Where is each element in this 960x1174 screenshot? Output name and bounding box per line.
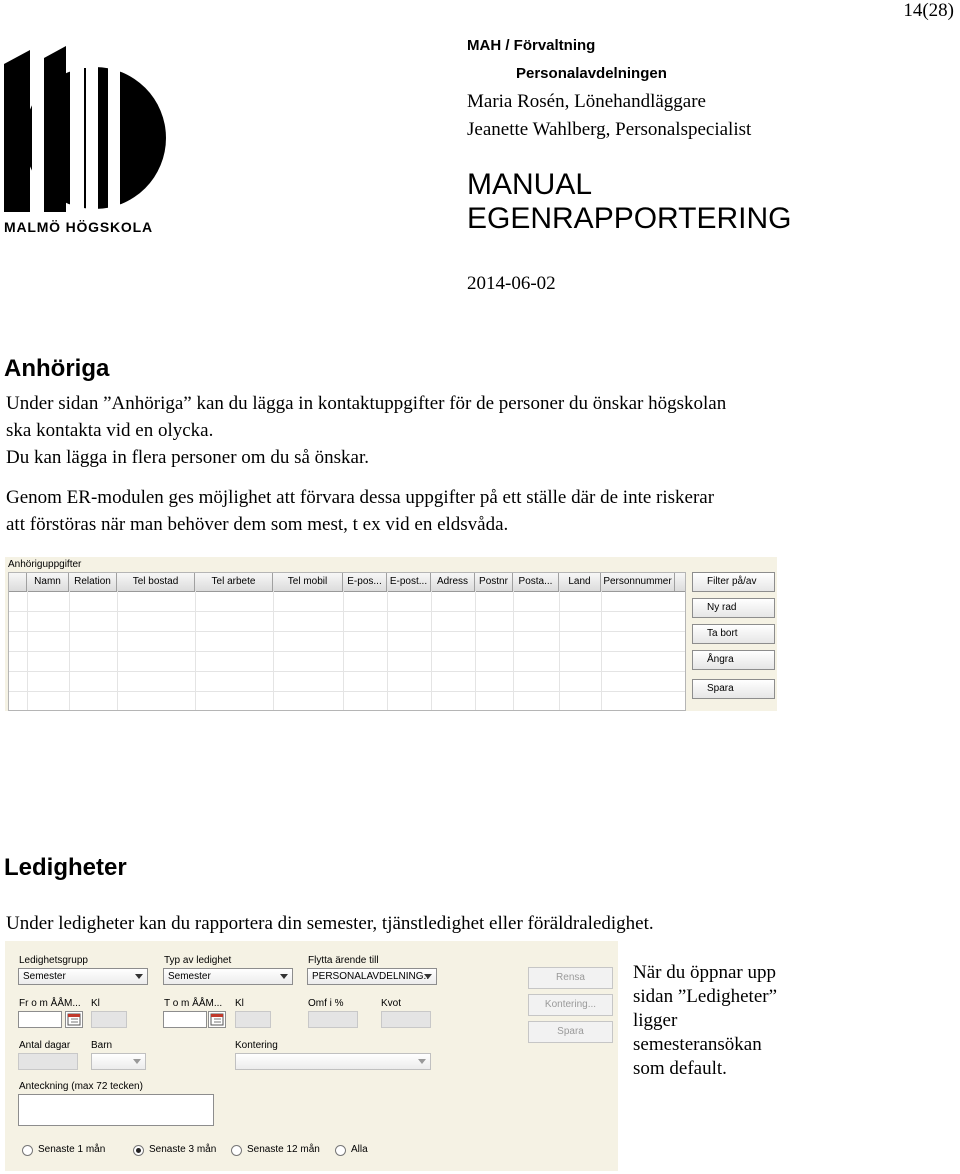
column-header[interactable]: Tel mobil: [273, 573, 343, 591]
flytta-value: PERSONALAVDELNING..: [312, 971, 430, 982]
chevron-down-icon: [133, 1059, 141, 1064]
kvot-input[interactable]: [381, 1011, 431, 1028]
paragraph-line: att förstöras när man behöver dem som mest, t ex vid en eldsvåda.: [6, 514, 509, 535]
grid-vline: [69, 591, 70, 710]
new-row-button[interactable]: Ny rad: [692, 598, 775, 618]
column-header[interactable]: Posta...: [513, 573, 559, 591]
panel-title: Anhöriguppgifter: [8, 559, 82, 570]
grid-line: [9, 691, 685, 692]
save-button[interactable]: Spara: [692, 679, 775, 699]
to-time-input[interactable]: [235, 1011, 271, 1028]
column-header[interactable]: Tel bostad: [117, 573, 195, 591]
column-header[interactable]: Adress: [431, 573, 475, 591]
column-header[interactable]: Namn: [27, 573, 69, 591]
document-date: 2014-06-02: [467, 273, 556, 294]
paragraph-line: Under sidan ”Anhöriga” kan du lägga in kontaktuppgifter för de personer du önskar högskolan: [6, 393, 727, 414]
paragraph-anhoriga-2: [6, 484, 806, 538]
kl-label: Kl: [235, 998, 244, 1009]
side-note-line: När du öppnar upp: [633, 962, 776, 983]
typ-value: Semester: [168, 971, 211, 982]
paragraph-line: ska kontakta vid en olycka.: [6, 420, 214, 441]
from-time-input[interactable]: [91, 1011, 127, 1028]
period-radio-group: [22, 1144, 622, 1158]
grid-vline: [513, 591, 514, 710]
ledigheter-screenshot: [5, 941, 618, 1171]
calendar-icon[interactable]: [65, 1011, 83, 1028]
grid-vline: [387, 591, 388, 710]
grid-line: [9, 651, 685, 652]
ledighetsgrupp-select[interactable]: [18, 968, 148, 985]
from-date-input[interactable]: [18, 1011, 62, 1028]
kontering-select[interactable]: [235, 1053, 431, 1070]
contact-2: Jeanette Wahlberg, Personalspecialist: [467, 119, 752, 140]
kontering-label: Kontering: [235, 1040, 278, 1051]
undo-button[interactable]: Ångra: [692, 650, 775, 670]
filter-button[interactable]: Filter på/av: [692, 572, 775, 592]
radio-label[interactable]: Senaste 12 mån: [247, 1144, 320, 1155]
flytta-label: Flytta ärende till: [308, 955, 379, 966]
grid-vline: [601, 591, 602, 710]
side-note: [633, 961, 808, 1081]
barn-label: Barn: [91, 1040, 113, 1051]
radio-label[interactable]: Alla: [351, 1144, 368, 1155]
antal-dagar-label: Antal dagar: [19, 1040, 71, 1051]
heading-ledigheter: Ledigheter: [4, 854, 127, 881]
typ-label: Typ av ledighet: [164, 955, 232, 966]
column-header[interactable]: Relation: [69, 573, 117, 591]
to-date-input[interactable]: [163, 1011, 207, 1028]
grid-vline: [559, 591, 560, 710]
from-label: Fr o m ÅÅM...: [19, 998, 81, 1009]
column-header[interactable]: Postnr: [475, 573, 513, 591]
side-note-line: som default.: [633, 1058, 727, 1079]
radio-label[interactable]: Senaste 1 mån: [38, 1144, 106, 1155]
radio-button[interactable]: [335, 1145, 346, 1156]
calendar-icon[interactable]: [208, 1011, 226, 1028]
chevron-down-icon: [135, 974, 143, 979]
radio-button[interactable]: [231, 1145, 242, 1156]
paragraph-ledigheter: Under ledigheter kan du rapportera din semester, tjänstledighet eller föräldraledighet.: [6, 913, 654, 934]
title-line-1: MANUAL: [467, 168, 593, 201]
column-header[interactable]: Land: [559, 573, 601, 591]
row-selector-header: [9, 573, 27, 591]
omf-input[interactable]: [308, 1011, 358, 1028]
paragraph-line: Genom ER-modulen ges möjlighet att förvara dessa uppgifter på ett ställe där de inte riskerar: [6, 487, 715, 508]
chevron-down-icon: [418, 1059, 426, 1064]
side-note-line: ligger: [633, 1010, 678, 1031]
grid-line: [9, 611, 685, 612]
anhoriguppgifter-screenshot: [5, 557, 777, 711]
kvot-label: Kvot: [381, 998, 402, 1009]
side-note-line: sidan ”Ledigheter”: [633, 986, 778, 1007]
anhoriga-grid[interactable]: [8, 572, 686, 711]
grid-vline: [273, 591, 274, 710]
grid-vline: [27, 591, 28, 710]
ledighetsgrupp-label: Ledighetsgrupp: [19, 955, 88, 966]
logo-text: MALMÖ HÖGSKOLA: [4, 219, 153, 235]
chevron-down-icon: [280, 974, 288, 979]
flytta-select[interactable]: [307, 968, 437, 985]
title-line-2: EGENRAPPORTERING: [467, 202, 792, 235]
grid-header-row: [9, 573, 685, 592]
paragraph-anhoriga-1: [6, 390, 806, 471]
grid-line: [9, 671, 685, 672]
grid-vline: [475, 591, 476, 710]
column-header[interactable]: Tel arbete: [195, 573, 273, 591]
tom-label: T o m ÅÅM...: [164, 998, 223, 1009]
contact-1: Maria Rosén, Lönehandläggare: [467, 91, 706, 112]
column-header[interactable]: Personnummer: [601, 573, 675, 591]
omf-label: Omf i %: [308, 998, 344, 1009]
anteckning-label: Anteckning (max 72 tecken): [19, 1081, 143, 1092]
barn-select[interactable]: [91, 1053, 146, 1070]
grid-vline: [195, 591, 196, 710]
document-title: [467, 168, 792, 236]
grid-line: [9, 631, 685, 632]
org-line-1: MAH / Förvaltning: [467, 37, 596, 54]
typ-select[interactable]: [163, 968, 293, 985]
column-header[interactable]: E-pos...: [343, 573, 387, 591]
ledighetsgrupp-value: Semester: [23, 971, 66, 982]
grid-vline: [431, 591, 432, 710]
grid-vline: [343, 591, 344, 710]
radio-label[interactable]: Senaste 3 mån: [149, 1144, 217, 1155]
rensa-button[interactable]: Rensa: [528, 967, 613, 989]
column-header[interactable]: E-post...: [387, 573, 431, 591]
delete-button[interactable]: Ta bort: [692, 624, 775, 644]
paragraph-line: Du kan lägga in flera personer om du så önskar.: [6, 447, 370, 468]
spara-button[interactable]: Spara: [528, 1021, 613, 1043]
page-number: 14(28): [903, 0, 954, 21]
malmo-hogskola-logo: [4, 40, 166, 236]
anteckning-textarea[interactable]: [18, 1094, 214, 1126]
radio-button[interactable]: [133, 1145, 144, 1156]
grid-vline: [117, 591, 118, 710]
kl-label: Kl: [91, 998, 100, 1009]
radio-button[interactable]: [22, 1145, 33, 1156]
antal-dagar-input[interactable]: [18, 1053, 78, 1070]
org-line-2: Personalavdelningen: [516, 65, 667, 82]
heading-anhoriga: Anhöriga: [4, 355, 110, 382]
side-note-line: semesteransökan: [633, 1034, 762, 1055]
kontering-button[interactable]: Kontering...: [528, 994, 613, 1016]
chevron-down-icon: [424, 974, 432, 979]
